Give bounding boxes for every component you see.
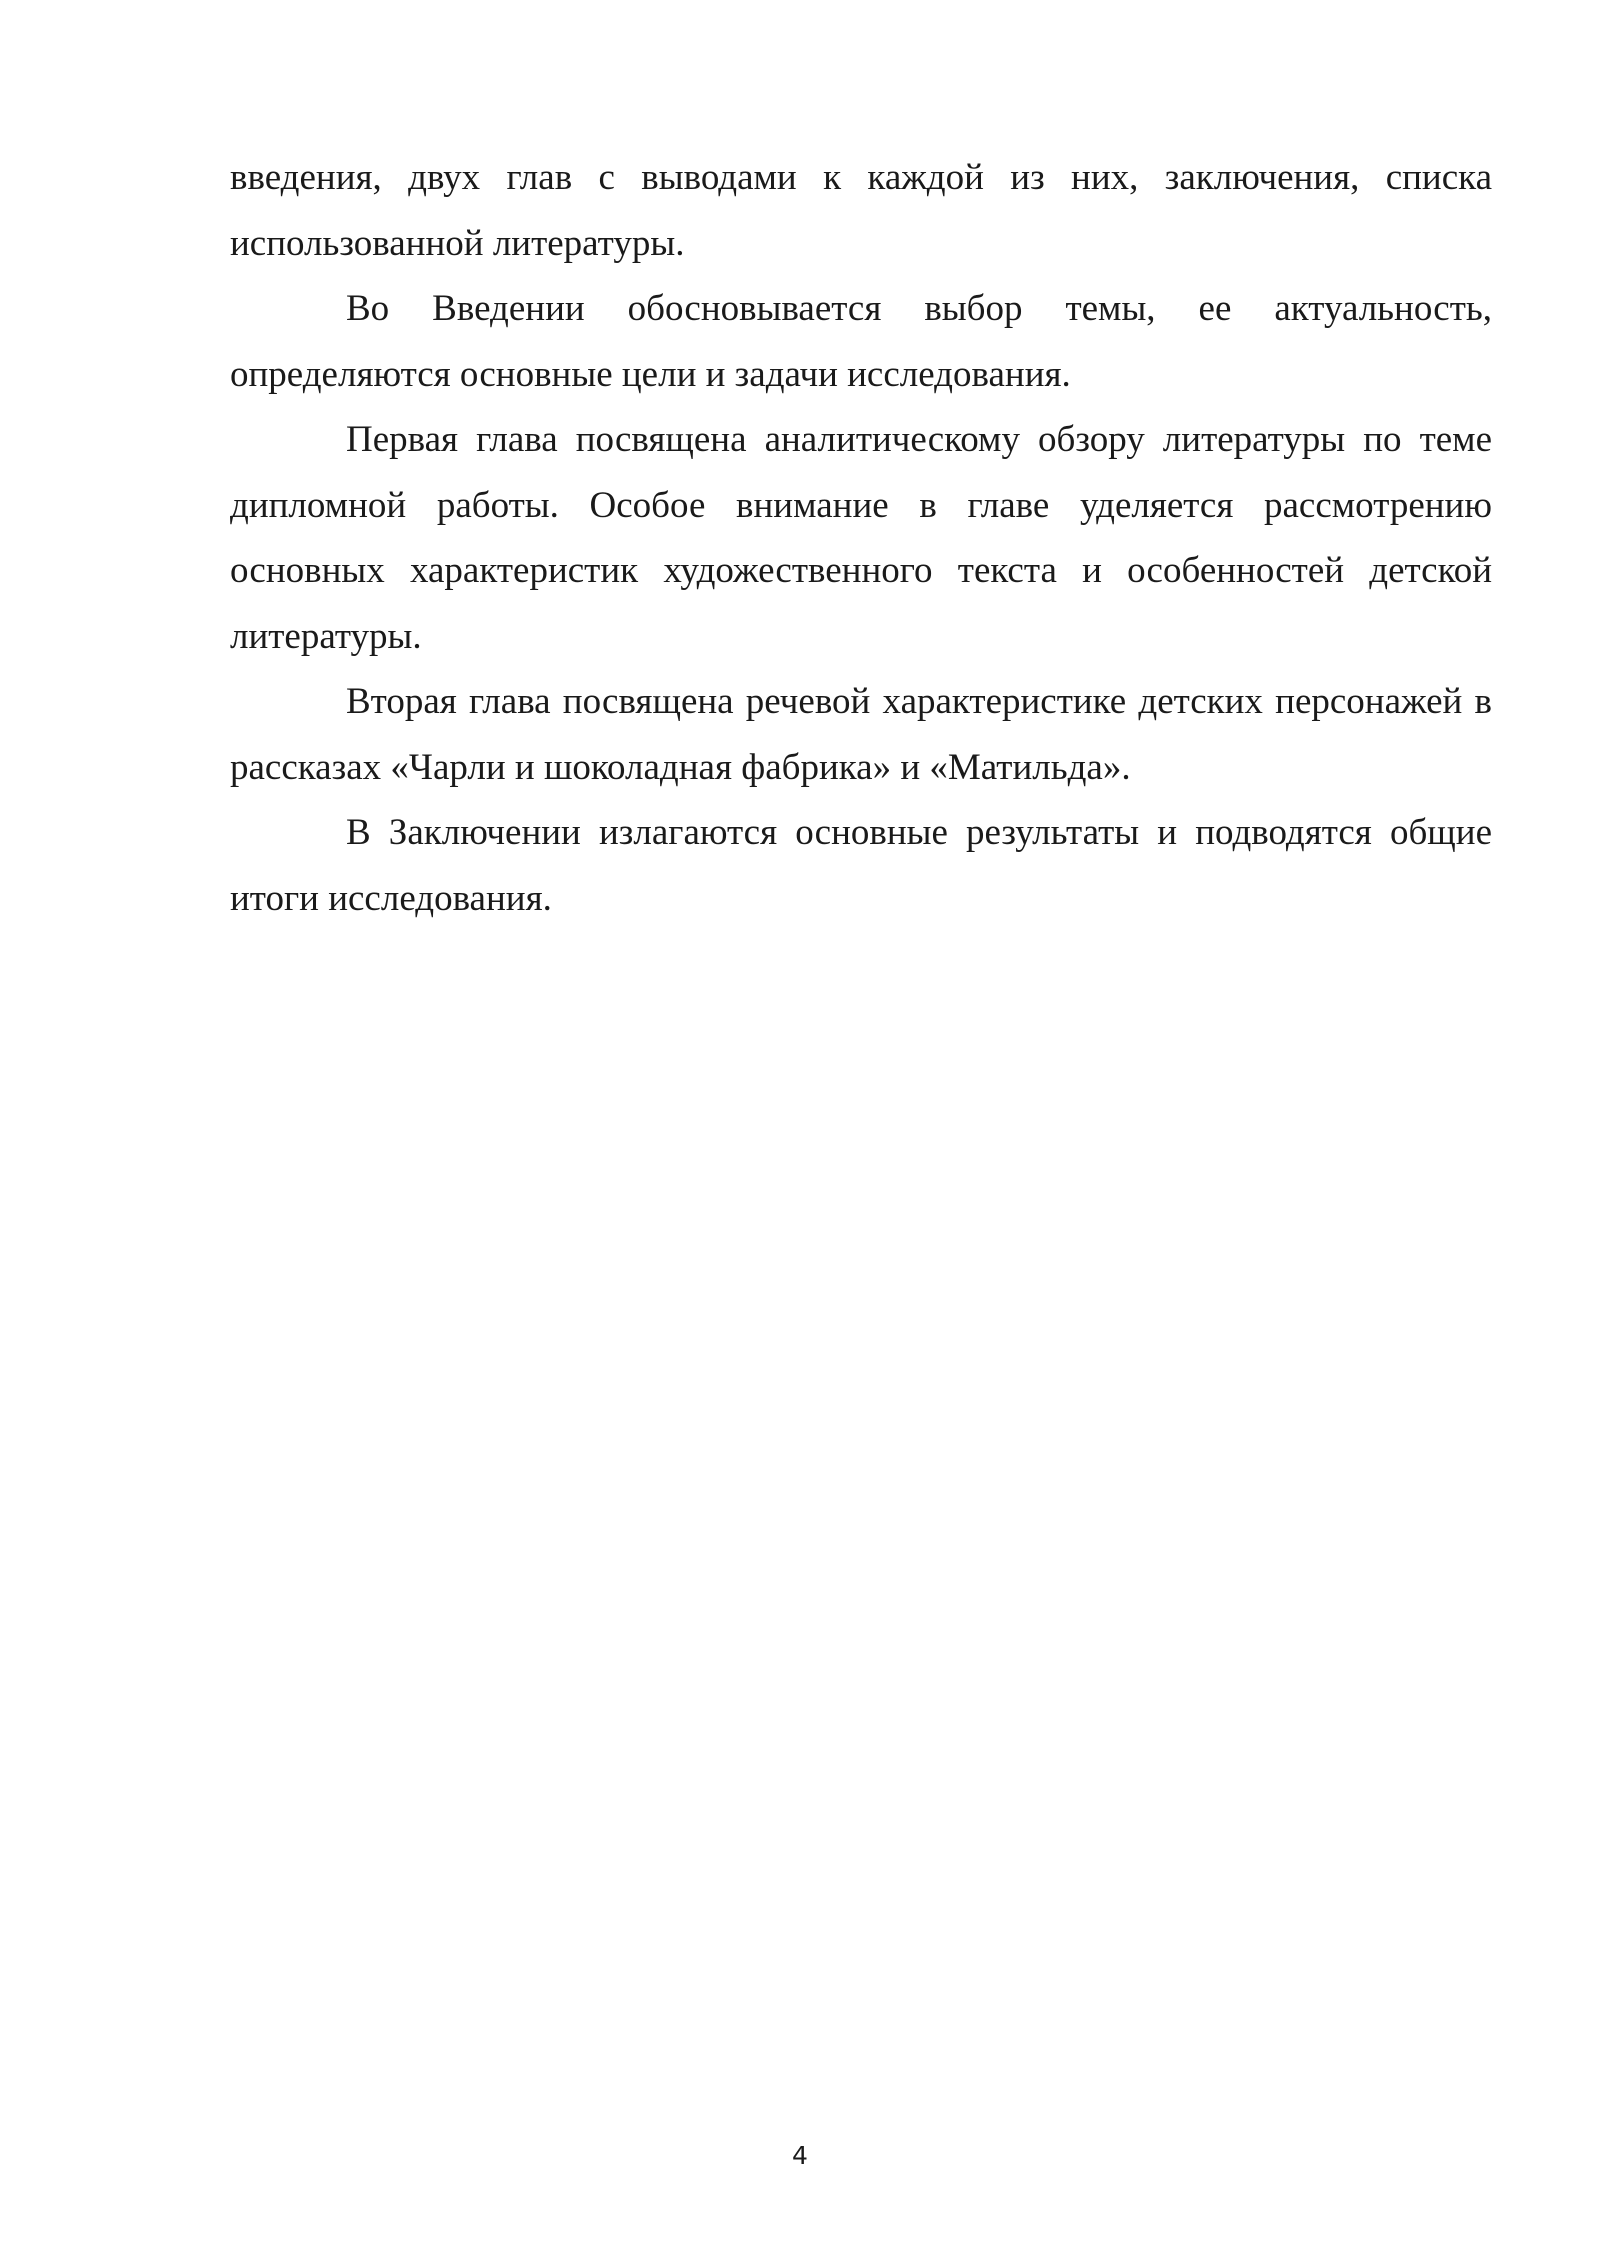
page-number: 4 (792, 2141, 808, 2170)
paragraph-chapter-one: Первая глава посвящена аналитическому обзору литературы по теме дипломной работы. Особое внимание в главе уделяется рассмотрению основных характеристик художественного текста и особенностей детской литературы. (230, 419, 1492, 657)
body-text (230, 145, 1492, 931)
paragraph-introduction: Во Введении обосновывается выбор темы, ее актуальность, определяются основные цели и задачи исследования. (230, 288, 1492, 395)
paragraph-chapter-two: Вторая глава посвящена речевой характеристике детских персонажей в рассказах «Чарли и шоколадная фабрика» и «Матильда». (230, 681, 1492, 788)
paragraph-structure-continuation: введения, двух глав с выводами к каждой из них, заключения, списка использованной литературы. (230, 157, 1492, 264)
paragraph-conclusion: В Заключении излагаются основные результаты и подводятся общие итоги исследования. (230, 812, 1492, 919)
